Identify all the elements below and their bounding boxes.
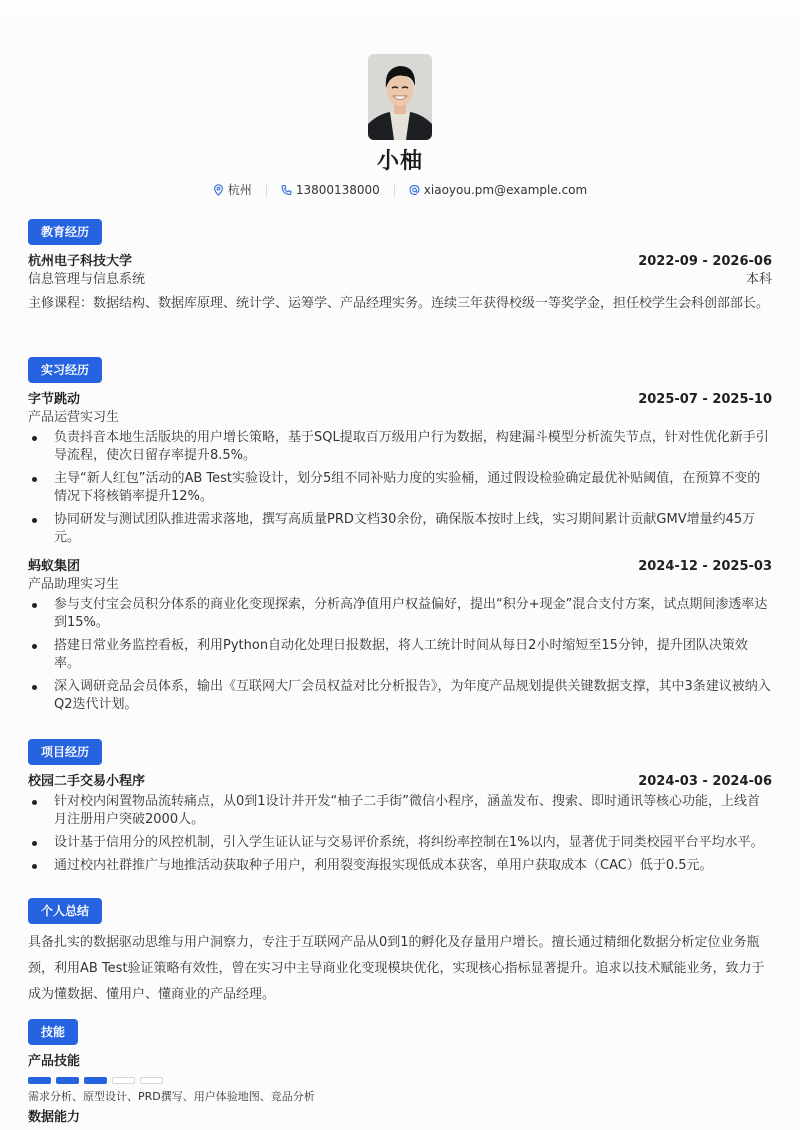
list-item: 设计基于信用分的风控机制，引入学生证认证与交易评价系统，将纠纷率控制在1%以内，显著优于同类校园平台平均水平。 bbox=[28, 834, 772, 852]
summary-section bbox=[28, 898, 772, 1008]
education-section bbox=[28, 219, 772, 317]
skill-level-segment-empty bbox=[112, 1077, 135, 1084]
contact-location bbox=[213, 182, 252, 198]
list-item: 深入调研竞品会员体系，输出《互联网大厂会员权益对比分析报告》，为年度产品规划提供关键数据支撑，其中3条建议被纳入Q2迭代计划。 bbox=[28, 678, 772, 714]
avatar bbox=[368, 54, 432, 140]
internship-entry bbox=[28, 391, 772, 547]
contact-divider bbox=[394, 183, 395, 197]
list-item: 参与支付宝会员积分体系的商业化变现探索，分析高净值用户权益偏好，提出“积分+现金”混合支付方案，试点期间渗透率达到15%。 bbox=[28, 596, 772, 632]
degree: 本科 bbox=[745, 272, 772, 287]
section-title-education: 教育经历 bbox=[28, 219, 102, 245]
project-section bbox=[28, 739, 772, 880]
education-dates: 2022-09 - 2026-06 bbox=[638, 254, 772, 269]
achievement-list bbox=[28, 596, 772, 714]
school-name: 杭州电子科技大学 bbox=[28, 254, 133, 269]
resume-header bbox=[0, 54, 800, 198]
job-role: 产品运营实习生 bbox=[28, 410, 120, 425]
skill-name: 数据能力 bbox=[28, 1110, 81, 1125]
portrait-photo-icon bbox=[368, 54, 432, 140]
company-name: 字节跳动 bbox=[28, 392, 81, 407]
summary-text: 具备扎实的数据驱动思维与用户洞察力，专注于互联网产品从0到1的孵化及存量用户增长。擅长通过精细化数据分析定位业务瓶颈，利用AB Test验证策略有效性，曾在实习中主导商业化变现模块优化，实现核心指标显著提升。追求以技术赋能业务，致力于成为懂数据、懂用户、懂商业的产品经理。 bbox=[28, 935, 765, 1002]
major: 信息管理与信息系统 bbox=[28, 272, 146, 287]
project-name: 校园二手交易小程序 bbox=[28, 774, 146, 789]
phone-icon bbox=[281, 184, 292, 196]
education-description: 主修课程：数据结构、数据库原理、统计学、运筹学、产品经理实务。连续三年获得校级一等奖学金，担任校学生会科创部部长。 bbox=[28, 296, 770, 311]
location-text: 杭州 bbox=[227, 183, 252, 197]
skill-entry bbox=[28, 1109, 772, 1127]
list-item: 主导“新人红包”活动的AB Test实验设计，划分5组不同补贴力度的实验桶，通过假设检验确定最优补贴阈值，在预算不变的情况下将核销率提升12%。 bbox=[28, 470, 772, 506]
section-title-skills: 技能 bbox=[28, 1019, 78, 1045]
internship-dates: 2024-12 - 2025-03 bbox=[638, 559, 772, 574]
contact-divider bbox=[266, 183, 267, 197]
skill-level-bar bbox=[28, 1077, 772, 1084]
at-email-icon bbox=[409, 184, 420, 196]
list-item: 通过校内社群推广与地推活动获取种子用户，利用裂变海报实现低成本获客，单用户获取成本（CAC）低于0.5元。 bbox=[28, 857, 772, 875]
list-item: 搭建日常业务监控看板，利用Python自动化处理日报数据，将人工统计时间从每日2小时缩短至15分钟，提升团队决策效率。 bbox=[28, 637, 772, 673]
contact-info bbox=[0, 182, 800, 198]
phone-text: 13800138000 bbox=[295, 183, 380, 197]
skill-level-segment-filled bbox=[56, 1077, 79, 1084]
education-entry bbox=[28, 253, 772, 317]
project-dates: 2024-03 - 2024-06 bbox=[638, 774, 772, 789]
skill-level-segment-filled bbox=[84, 1077, 107, 1084]
skill-description: 需求分析、原型设计、PRD撰写、用户体验地图、竞品分析 bbox=[28, 1090, 315, 1103]
email-text: xiaoyou.pm@example.com bbox=[423, 183, 588, 197]
skills-section bbox=[28, 1019, 772, 1127]
skill-level-segment-filled bbox=[28, 1077, 51, 1084]
candidate-name: 小柚 bbox=[376, 149, 423, 174]
section-title-internship: 实习经历 bbox=[28, 357, 102, 383]
list-item: 协同研发与测试团队推进需求落地，撰写高质量PRD文档30余份，确保版本按时上线，实习期间累计贡献GMV增量约45万元。 bbox=[28, 511, 772, 547]
internship-entry bbox=[28, 558, 772, 714]
company-name: 蚂蚁集团 bbox=[28, 559, 81, 574]
contact-phone[interactable] bbox=[281, 182, 380, 198]
section-title-summary: 个人总结 bbox=[28, 898, 102, 924]
section-title-projects: 项目经历 bbox=[28, 739, 102, 765]
list-item: 负责抖音本地生活版块的用户增长策略，基于SQL提取百万级用户行为数据，构建漏斗模型分析流失节点，针对性优化新手引导流程，使次日留存率提升8.5%。 bbox=[28, 429, 772, 465]
skill-level-segment-empty bbox=[140, 1077, 163, 1084]
list-item: 针对校内闲置物品流转痛点，从0到1设计并开发“柚子二手街”微信小程序，涵盖发布、搜索、即时通讯等核心功能，上线首月注册用户突破2000人。 bbox=[28, 793, 772, 829]
contact-email[interactable] bbox=[409, 182, 587, 198]
achievement-list bbox=[28, 429, 772, 547]
skill-entry bbox=[28, 1053, 772, 1105]
achievement-list bbox=[28, 793, 772, 875]
project-entry bbox=[28, 773, 772, 875]
internship-dates: 2025-07 - 2025-10 bbox=[638, 392, 772, 407]
internship-section bbox=[28, 357, 772, 719]
job-role: 产品助理实习生 bbox=[28, 577, 120, 592]
skill-name: 产品技能 bbox=[28, 1054, 81, 1069]
location-pin-icon bbox=[213, 184, 224, 196]
